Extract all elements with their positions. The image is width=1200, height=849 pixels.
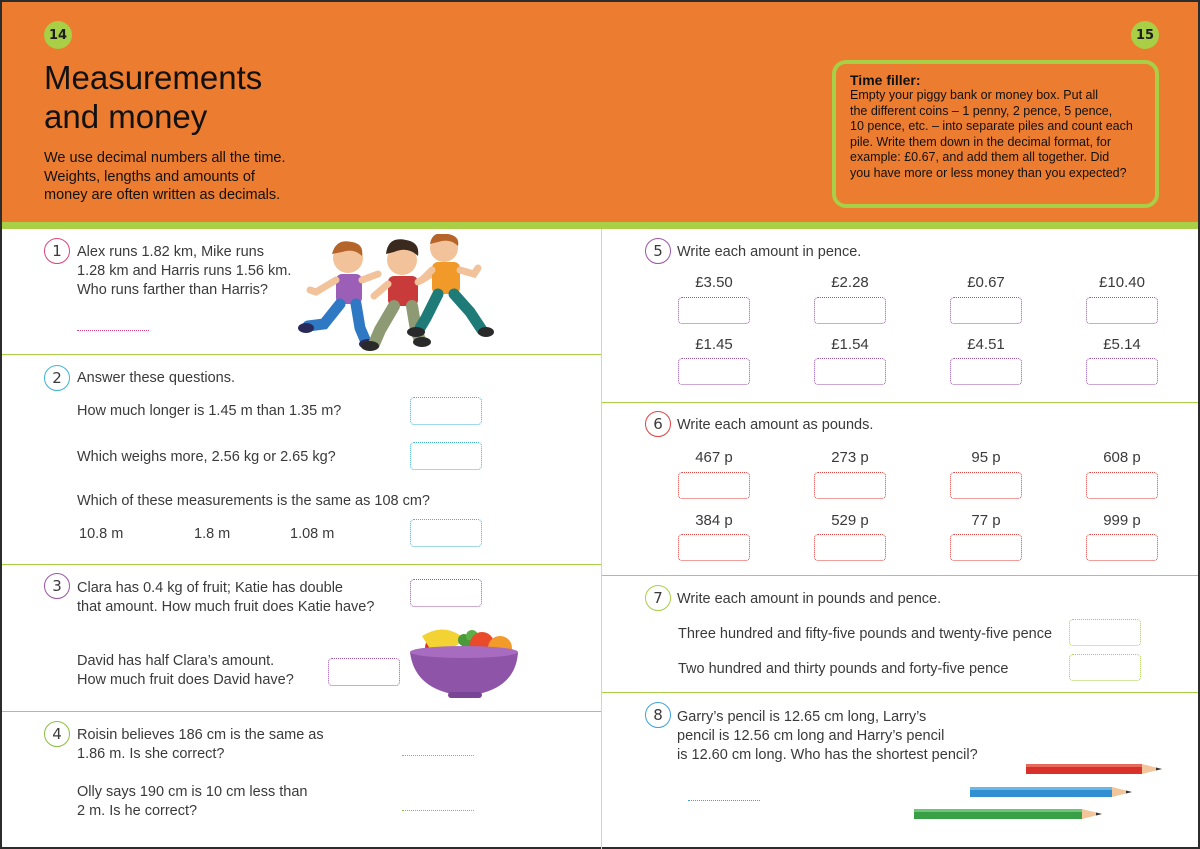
q3b-line: David has half Clara’s amount. [77,653,275,669]
q7b-answer-box[interactable] [1069,654,1141,681]
q2b-text: Which weighs more, 2.56 kg or 2.65 kg? [77,449,336,465]
section-divider [2,354,601,355]
q6-amount: 95 p [971,449,1001,466]
q2b-answer-box[interactable] [410,442,482,470]
q5-answer-box[interactable] [950,297,1022,324]
q5-amount: £5.14 [1103,336,1141,353]
q4a-line: Roisin believes 186 cm is the same as [77,727,324,743]
question-number-6: 6 [645,411,671,437]
boy-purple [298,241,378,349]
section-divider [602,402,1198,403]
intro-line: Weights, lengths and amounts of [44,168,255,185]
q7a-answer-box[interactable] [1069,619,1141,646]
q5-answer-box[interactable] [814,358,886,385]
q6-amount: 999 p [1103,512,1141,529]
q5-amount: £3.50 [695,274,733,291]
page-title [44,58,304,136]
q4a-line: 1.86 m. Is she correct? [77,746,225,762]
q5-answer-box[interactable] [1086,358,1158,385]
section-divider [602,575,1198,576]
section-divider [602,692,1198,693]
q6-amount: 384 p [695,512,733,529]
q2c-text: Which of these measurements is the same as 108 cm? [77,493,430,509]
section-divider [2,711,601,712]
q6-amount: 608 p [1103,449,1141,466]
q6-answer-box[interactable] [678,472,750,499]
q8-answer-line[interactable] [688,800,760,801]
q5-amount: £10.40 [1099,274,1145,291]
fruit-bowl-illustration [408,622,522,700]
q3b-line: How much fruit does David have? [77,672,294,688]
q6-amount: 467 p [695,449,733,466]
q3a-line: Clara has 0.4 kg of fruit; Katie has double [77,580,343,596]
question-number-4: 4 [44,721,70,747]
page-number-right: 15 [1131,21,1159,49]
q4b-line: Olly says 190 cm is 10 cm less than [77,784,308,800]
page-number-left: 14 [44,21,72,49]
question-number-7: 7 [645,585,671,611]
q1-answer-line[interactable] [77,330,149,331]
q6-answer-box[interactable] [678,534,750,561]
time-filler-line: you have more or less money than you expected? [850,165,1127,180]
q6-amount: 529 p [831,512,869,529]
q4b-line: 2 m. Is he correct? [77,803,198,819]
running-boys-illustration [298,234,494,352]
q5-amount: £0.67 [967,274,1005,291]
q5-amount: £1.54 [831,336,869,353]
q4b-answer-line[interactable] [402,810,474,811]
q2a-text: How much longer is 1.45 m than 1.35 m? [77,403,342,419]
time-filler-line: the different coins – 1 penny, 2 pence, 5 pence, [850,103,1113,118]
q6-answer-box[interactable] [1086,472,1158,499]
header-rule [2,222,1198,229]
q6-answer-box[interactable] [814,472,886,499]
q1-line: 1.28 km and Harris runs 1.56 km. [77,263,292,279]
q4a-answer-line[interactable] [402,755,474,756]
blue-pencil [970,787,1132,797]
center-gutter [601,229,602,849]
question-number-8: 8 [645,702,671,728]
q3a-line: that amount. How much fruit does Katie have? [77,599,375,615]
q5-answer-box[interactable] [1086,297,1158,324]
q5-instruction: Write each amount in pence. [677,244,862,260]
q4a-text [77,726,324,764]
q8-text [677,708,978,765]
q5-amount: £1.45 [695,336,733,353]
q2-instruction: Answer these questions. [77,370,235,386]
q8-line: Garry’s pencil is 12.65 cm long, Larry’s [677,709,927,725]
q3b-text [77,652,294,690]
q2c-option: 1.8 m [194,526,231,542]
q7-instruction: Write each amount in pounds and pence. [677,591,942,607]
title-line-1: Measurements [44,59,263,96]
q5-answer-box[interactable] [678,358,750,385]
time-filler-line: pile. Write them down in the decimal format, for [850,134,1111,149]
intro-line: money are often written as decimals. [44,187,281,203]
q2c-answer-box[interactable] [410,519,482,547]
q2c-option: 10.8 m [79,526,124,542]
red-pencil [1026,764,1162,774]
title-line-2: and money [44,98,208,135]
q7b-text: Two hundred and thirty pounds and forty-five pence [678,661,1009,677]
question-number-2: 2 [44,365,70,391]
section-divider [2,564,601,565]
time-filler-title: Time filler: [850,72,921,88]
time-filler-box [832,60,1159,208]
intro-line: We use decimal numbers all the time. [44,150,286,166]
q3a-text [77,579,374,617]
q6-answer-box[interactable] [950,472,1022,499]
q8-line: is 12.60 cm long. Who has the shortest pencil? [677,747,978,763]
question-number-5: 5 [645,238,671,264]
question-number-1: 1 [44,238,70,264]
q5-answer-box[interactable] [814,297,886,324]
q1-line: Alex runs 1.82 km, Mike runs [77,244,264,260]
q6-answer-box[interactable] [950,534,1022,561]
q6-answer-box[interactable] [814,534,886,561]
q1-line: Who runs farther than Harris? [77,282,268,298]
time-filler-line: Empty your piggy bank or money box. Put all [850,88,1099,102]
q3a-answer-box[interactable] [410,579,482,607]
q6-amount: 77 p [971,512,1001,529]
q6-instruction: Write each amount as pounds. [677,417,874,433]
q2a-answer-box[interactable] [410,397,482,425]
pencils-illustration [910,760,1172,824]
q7a-text: Three hundred and fifty-five pounds and twenty-five pence [678,626,1053,642]
q5-answer-box[interactable] [950,358,1022,385]
question-number-3: 3 [44,573,70,599]
q3b-answer-box[interactable] [328,658,400,686]
intro-text [44,149,314,205]
q5-answer-box[interactable] [678,297,750,324]
time-filler-line: example: £0.67, and add them all together. Did [850,150,1110,164]
q4b-text [77,783,307,821]
q1-text [77,243,291,300]
q6-answer-box[interactable] [1086,534,1158,561]
q5-amount: £4.51 [967,336,1005,353]
q2c-option: 1.08 m [290,526,335,542]
q5-amount: £2.28 [831,274,869,291]
green-pencil [914,809,1102,819]
boy-orange [407,234,494,337]
q6-amount: 273 p [831,449,869,466]
q8-line: pencil is 12.56 cm long and Harry’s pencil [677,728,945,744]
time-filler-line: 10 pence, etc. – into separate piles and count each [850,119,1133,133]
